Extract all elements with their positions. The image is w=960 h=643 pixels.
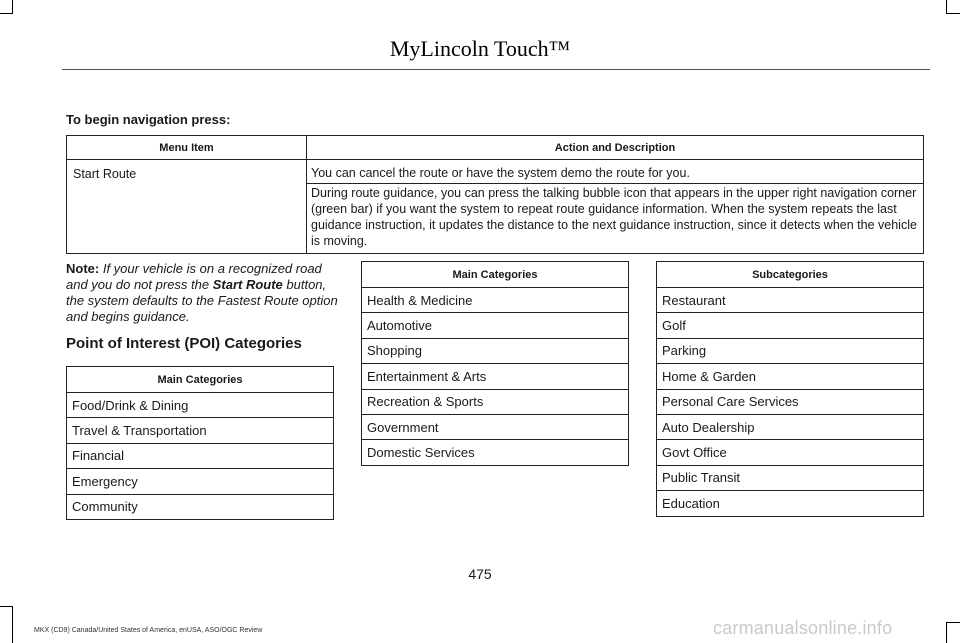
page-number: 475 [468, 566, 492, 582]
subcategories-table [656, 261, 924, 517]
crop-mark [946, 622, 947, 643]
footer-text: MKX (CD9) Canada/United States of America, enUSA, ASO/OGC Review [34, 627, 263, 634]
table-row: Health & Medicine [362, 288, 629, 313]
table-row: Government [362, 414, 629, 439]
crop-mark [947, 622, 960, 623]
crop-mark [0, 606, 12, 607]
table-row: Shopping [362, 338, 629, 363]
header-divider [62, 69, 930, 70]
table-row: Domestic Services [362, 440, 629, 465]
note-label: Note: [66, 261, 100, 276]
page-header-title: MyLincoln Touch™ [389, 36, 571, 61]
table-header-row [67, 136, 924, 160]
menu-item-cell: Start Route [67, 160, 307, 254]
table-row: Food/Drink & Dining [67, 393, 334, 418]
table-row: Auto Dealership [657, 414, 924, 439]
table-row: Financial [67, 443, 334, 468]
watermark: carmanualsonline.info [713, 618, 893, 638]
table-row: Education [657, 491, 924, 516]
note-paragraph [66, 261, 338, 325]
table-row: Automotive [362, 313, 629, 338]
table-row: Home & Garden [657, 364, 924, 389]
table-row: Personal Care Services [657, 389, 924, 414]
table-row: Emergency [67, 469, 334, 494]
crop-mark [12, 606, 13, 643]
description-cell [307, 160, 924, 254]
note-text: If your vehicle is on a recognized road and you do not press the [66, 261, 322, 292]
table-header: Main Categories [67, 367, 334, 393]
table-row: Recreation & Sports [362, 389, 629, 414]
main-categories-table [66, 366, 334, 520]
section-heading: Point of Interest (POI) Categories [66, 335, 302, 352]
crop-mark [0, 13, 12, 14]
table-header: Main Categories [362, 262, 629, 288]
main-categories-table-continued [361, 261, 629, 466]
action-description-table [66, 135, 924, 254]
table-row: Golf [657, 313, 924, 338]
note-bold-term: Start Route [212, 277, 283, 292]
table-row [67, 160, 924, 254]
table-row: Entertainment & Arts [362, 364, 629, 389]
table-header: Subcategories [657, 262, 924, 288]
description-line: You can cancel the route or have the system demo the route for you. [307, 160, 923, 184]
crop-mark [946, 0, 947, 14]
table-row: Parking [657, 338, 924, 363]
crop-mark [12, 0, 13, 14]
table-row: Public Transit [657, 465, 924, 490]
table-row: Travel & Transportation [67, 418, 334, 443]
table-row: Govt Office [657, 440, 924, 465]
note-text: button, the system defaults to the Fastest Route option and begins guidance. [66, 277, 338, 324]
description-paragraph: During route guidance, you can press the talking bubble icon that appears in the upper right navigation corner (green bar) if you want the system to repeat route guidance information. When the system repeats the last guidance instruction, it updates the distance to the next guidance instruction, since it detects when the vehicle is moving. [311, 186, 917, 248]
column-header-action-description: Action and Description [307, 136, 924, 160]
crop-mark [947, 13, 960, 14]
table-row: Restaurant [657, 288, 924, 313]
table-row: Community [67, 494, 334, 519]
intro-text: To begin navigation press: [66, 112, 231, 127]
column-header-menu-item: Menu Item [67, 136, 307, 160]
